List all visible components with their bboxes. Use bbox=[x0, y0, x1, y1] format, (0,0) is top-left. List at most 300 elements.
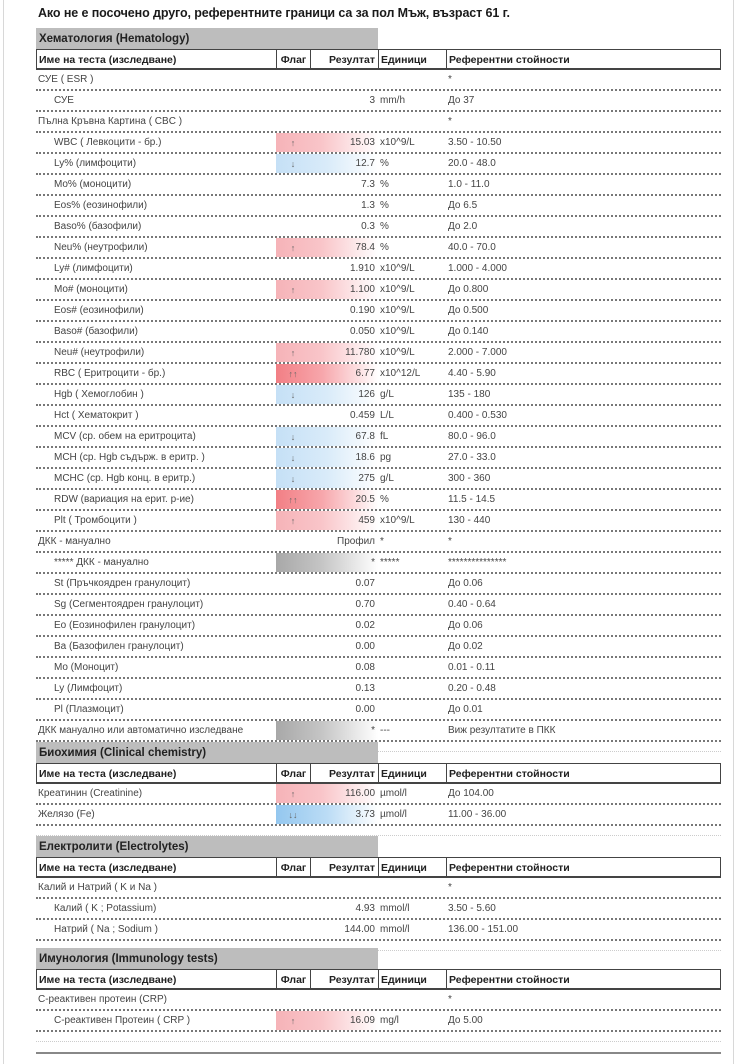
test-name: Mo# (моноцити) bbox=[54, 284, 128, 295]
header-result: Резултат bbox=[311, 858, 379, 876]
table-row bbox=[36, 805, 721, 826]
header-name: Име на теста (изследване) bbox=[37, 858, 277, 876]
table-row bbox=[36, 448, 721, 469]
header-flag: Флаг bbox=[277, 970, 311, 988]
units: % bbox=[380, 242, 389, 253]
test-name: Eos% (еозинофили) bbox=[54, 200, 148, 211]
table-row bbox=[36, 238, 721, 259]
units: * bbox=[380, 536, 384, 547]
header-result: Резултат bbox=[311, 50, 379, 68]
result-text: 0.050 bbox=[349, 326, 375, 337]
reference-range: 0.40 - 0.64 bbox=[448, 599, 496, 610]
flag-cell bbox=[276, 217, 310, 236]
reference-range: 1.000 - 4.000 bbox=[448, 263, 507, 274]
table-row bbox=[36, 112, 721, 133]
flag-cell bbox=[276, 112, 310, 131]
reference-range: * bbox=[448, 116, 452, 127]
table-header bbox=[36, 969, 721, 990]
reference-range: До 0.01 bbox=[448, 704, 483, 715]
units: µmol/l bbox=[380, 809, 407, 820]
table-row bbox=[36, 154, 721, 175]
table-row bbox=[36, 784, 721, 805]
table-row bbox=[36, 700, 721, 721]
units bbox=[378, 990, 446, 1009]
header-flag: Флаг bbox=[277, 50, 311, 68]
table-row bbox=[36, 91, 721, 112]
table-row bbox=[36, 301, 721, 322]
reference-range: До 37 bbox=[448, 95, 475, 106]
result-value bbox=[310, 637, 378, 656]
table-row bbox=[36, 532, 721, 553]
reference-range: 136.00 - 151.00 bbox=[448, 924, 519, 935]
test-name: Pl (Плазмоцит) bbox=[54, 704, 124, 715]
result-text: 1.910 bbox=[349, 263, 375, 274]
result-text: 0.459 bbox=[349, 410, 375, 421]
units: --- bbox=[380, 725, 390, 736]
reference-range: До 0.500 bbox=[448, 305, 489, 316]
section-title: Хематология (Hematology) bbox=[36, 28, 378, 49]
result-text: 459 bbox=[358, 515, 375, 526]
reference-note: Ако не е посочено друго, референтните граници са за пол Мъж, възраст 61 г. bbox=[38, 6, 510, 20]
arrow-up-icon: ↑ bbox=[290, 347, 296, 358]
section-title: Имунология (Immunology tests) bbox=[36, 948, 378, 969]
result-text: 0.190 bbox=[349, 305, 375, 316]
header-units: Единици bbox=[379, 764, 447, 782]
arrow-up-icon: ↑ bbox=[290, 284, 296, 295]
result-text: 1.3 bbox=[361, 200, 375, 211]
flag-cell bbox=[276, 616, 310, 635]
test-name: RDW (вариация на ерит. р-ие) bbox=[54, 494, 194, 505]
section-title: Биохимия (Clinical chemistry) bbox=[36, 742, 378, 763]
units: fL bbox=[380, 431, 389, 442]
table-row bbox=[36, 133, 721, 154]
units bbox=[378, 70, 446, 89]
reference-range: * bbox=[448, 74, 452, 85]
result-value bbox=[310, 700, 378, 719]
test-name: Eos# (еозинофили) bbox=[54, 305, 144, 316]
result-text: 12.7 bbox=[355, 158, 375, 169]
result-value bbox=[310, 217, 378, 236]
table-row bbox=[36, 364, 721, 385]
result-text: * bbox=[371, 725, 375, 736]
header-result: Резултат bbox=[311, 970, 379, 988]
test-name: Plt ( Тромбоцити ) bbox=[54, 515, 137, 526]
header-reference: Референтни стойности bbox=[449, 862, 570, 874]
reference-range: 40.0 - 70.0 bbox=[448, 242, 496, 253]
units bbox=[378, 637, 446, 656]
result-value bbox=[310, 595, 378, 614]
reference-range: 130 - 440 bbox=[448, 515, 491, 526]
table-row bbox=[36, 280, 721, 301]
table-row bbox=[36, 406, 721, 427]
reference-range: Виж резултатите в ПКК bbox=[448, 725, 556, 736]
result-value bbox=[310, 990, 378, 1009]
reference-range: *************** bbox=[448, 557, 507, 568]
result-text: 0.07 bbox=[355, 578, 375, 589]
flag-cell bbox=[276, 238, 310, 257]
table-row bbox=[36, 1011, 721, 1032]
table-row bbox=[36, 990, 721, 1011]
test-name: С-реактивен протеин (CRP) bbox=[38, 994, 167, 1005]
reference-range: 0.01 - 0.11 bbox=[448, 662, 496, 673]
result-text: 15.03 bbox=[349, 137, 375, 148]
arrow-up-icon: ↑ bbox=[290, 1015, 296, 1026]
section-title: Електролити (Electrolytes) bbox=[36, 836, 378, 857]
flag-cell bbox=[276, 805, 310, 824]
reference-range: 3.50 - 10.50 bbox=[448, 137, 502, 148]
header-units: Единици bbox=[379, 50, 447, 68]
result-value bbox=[310, 322, 378, 341]
table-row bbox=[36, 920, 721, 941]
table-row bbox=[36, 427, 721, 448]
result-text: 0.3 bbox=[361, 221, 375, 232]
arrow-up-icon: ↑ bbox=[290, 515, 296, 526]
result-text: Профил bbox=[337, 536, 375, 547]
test-name: Hct ( Хематокрит ) bbox=[54, 410, 139, 421]
table-row bbox=[36, 490, 721, 511]
table-row bbox=[36, 70, 721, 91]
table-row bbox=[36, 658, 721, 679]
table-row bbox=[36, 259, 721, 280]
result-value bbox=[310, 196, 378, 215]
result-value bbox=[310, 616, 378, 635]
test-name: Hgb ( Хемоглобин ) bbox=[54, 389, 144, 400]
result-value bbox=[310, 175, 378, 194]
reference-range: 4.40 - 5.90 bbox=[448, 368, 496, 379]
reference-range: 2.000 - 7.000 bbox=[448, 347, 507, 358]
units: x10^9/L bbox=[380, 305, 415, 316]
table-row bbox=[36, 322, 721, 343]
test-name: СУЕ ( ESR ) bbox=[38, 74, 94, 85]
arrow-down-icon: ↓ bbox=[290, 452, 296, 463]
test-name: Baso% (базофили) bbox=[54, 221, 142, 232]
flag-cell bbox=[276, 511, 310, 530]
reference-range: До 2.0 bbox=[448, 221, 478, 232]
test-name: ДКК - мануално bbox=[38, 536, 111, 547]
result-value bbox=[310, 532, 378, 551]
flag-cell bbox=[276, 175, 310, 194]
flag-cell bbox=[276, 406, 310, 425]
flag-cell bbox=[276, 70, 310, 89]
test-name: Mo% (моноцити) bbox=[54, 179, 132, 190]
units: g/L bbox=[380, 473, 394, 484]
units: g/L bbox=[380, 389, 394, 400]
section-0 bbox=[36, 28, 721, 752]
flag-cell bbox=[276, 784, 310, 803]
units bbox=[378, 616, 446, 635]
units: ***** bbox=[380, 557, 400, 568]
reference-range: 11.00 - 36.00 bbox=[448, 809, 507, 820]
result-text: 67.8 bbox=[355, 431, 375, 442]
result-text: 144.00 bbox=[344, 924, 375, 935]
flag-cell bbox=[276, 385, 310, 404]
test-name: ***** ДКК - мануално bbox=[54, 557, 149, 568]
units: x10^9/L bbox=[380, 137, 415, 148]
test-name: St (Пръчкоядрен гранулоцит) bbox=[54, 578, 191, 589]
result-text: 3 bbox=[369, 95, 375, 106]
units: µmol/l bbox=[380, 788, 407, 799]
test-name: Ly# (лимфоцити) bbox=[54, 263, 133, 274]
result-value bbox=[310, 574, 378, 593]
units: mm/h bbox=[380, 95, 405, 106]
table-row bbox=[36, 175, 721, 196]
result-text: 116.00 bbox=[345, 788, 375, 799]
test-name: Baso# (базофили) bbox=[54, 326, 139, 337]
arrow-down-icon: ↓ bbox=[290, 473, 296, 484]
reference-range: До 0.06 bbox=[448, 620, 483, 631]
flag-cell bbox=[276, 364, 310, 383]
units: % bbox=[380, 494, 389, 505]
arrow-up-icon: ↑ bbox=[290, 788, 296, 799]
section-3 bbox=[36, 948, 721, 1042]
result-text: 0.00 bbox=[355, 704, 375, 715]
table-row bbox=[36, 595, 721, 616]
result-text: 0.08 bbox=[355, 662, 375, 673]
test-name: Eo (Еозинофилен гранулоцит) bbox=[54, 620, 196, 631]
test-name: С-реактивен Протеин ( CRP ) bbox=[54, 1015, 191, 1026]
flag-highlight bbox=[276, 721, 378, 740]
test-name: Пълна Кръвна Картина ( CBC ) bbox=[38, 116, 183, 127]
flag-cell bbox=[276, 322, 310, 341]
result-value bbox=[310, 878, 378, 897]
test-name: Калий ( K ; Potassium) bbox=[54, 903, 157, 914]
units bbox=[378, 574, 446, 593]
table-row bbox=[36, 574, 721, 595]
test-name: СУЕ bbox=[54, 95, 74, 106]
table-row bbox=[36, 511, 721, 532]
test-name: RBC ( Еритроцити - бр.) bbox=[54, 368, 166, 379]
result-value bbox=[310, 112, 378, 131]
result-text: 11.780 bbox=[345, 347, 375, 358]
table-row bbox=[36, 469, 721, 490]
units: x10^9/L bbox=[380, 284, 415, 295]
result-value bbox=[310, 899, 378, 918]
flag-cell bbox=[276, 574, 310, 593]
result-text: 0.70 bbox=[355, 599, 375, 610]
units: mg/l bbox=[380, 1015, 399, 1026]
reference-range: 135 - 180 bbox=[448, 389, 491, 400]
result-value bbox=[310, 920, 378, 939]
flag-cell bbox=[276, 637, 310, 656]
result-text: 16.09 bbox=[349, 1015, 375, 1026]
reference-range: До 6.5 bbox=[448, 200, 478, 211]
arrow-down-icon: ↓↓ bbox=[288, 809, 298, 820]
header-reference: Референтни стойности bbox=[449, 768, 570, 780]
table-row bbox=[36, 196, 721, 217]
test-name: ДКК мануално или автоматично изследване bbox=[38, 725, 244, 736]
reference-range: 80.0 - 96.0 bbox=[448, 431, 496, 442]
units: % bbox=[380, 200, 389, 211]
flag-cell bbox=[276, 595, 310, 614]
table-header bbox=[36, 49, 721, 70]
arrow-down-icon: ↓ bbox=[290, 389, 296, 400]
header-flag: Флаг bbox=[277, 764, 311, 782]
units bbox=[378, 658, 446, 677]
units bbox=[378, 700, 446, 719]
flag-cell bbox=[276, 920, 310, 939]
flag-cell bbox=[276, 721, 310, 740]
test-name: Neu% (неутрофили) bbox=[54, 242, 148, 253]
flag-cell bbox=[276, 133, 310, 152]
result-value bbox=[310, 301, 378, 320]
test-name: Sg (Сегментоядрен гранулоцит) bbox=[54, 599, 204, 610]
units: x10^9/L bbox=[380, 326, 415, 337]
result-text: 0.13 bbox=[355, 683, 375, 694]
reference-range: * bbox=[448, 536, 452, 547]
units: mmol/l bbox=[380, 924, 410, 935]
reference-range: 0.400 - 0.530 bbox=[448, 410, 507, 421]
result-text: 78.4 bbox=[355, 242, 375, 253]
table-row bbox=[36, 553, 721, 574]
flag-cell bbox=[276, 91, 310, 110]
reference-range: До 0.140 bbox=[448, 326, 489, 337]
header-name: Име на теста (изследване) bbox=[37, 764, 277, 782]
units: % bbox=[380, 158, 389, 169]
result-text: 0.02 bbox=[355, 620, 375, 631]
result-text: 275 bbox=[358, 473, 375, 484]
header-units: Единици bbox=[379, 970, 447, 988]
reference-range: * bbox=[448, 882, 452, 893]
test-name: Натрий ( Na ; Sodium ) bbox=[54, 924, 158, 935]
test-name: Ly% (лимфоцити) bbox=[54, 158, 137, 169]
section-spacer bbox=[36, 1032, 721, 1042]
section-spacer bbox=[36, 826, 721, 836]
flag-highlight bbox=[276, 553, 378, 572]
table-row bbox=[36, 217, 721, 238]
test-name: Калий и Натрий ( K и Na ) bbox=[38, 882, 158, 893]
test-name: Ba (Базофилен гранулоцит) bbox=[54, 641, 184, 652]
table-row bbox=[36, 679, 721, 700]
flag-cell bbox=[276, 448, 310, 467]
flag-cell bbox=[276, 343, 310, 362]
units: pg bbox=[380, 452, 392, 463]
header-reference: Референтни стойности bbox=[449, 974, 570, 986]
header-name: Име на теста (изследване) bbox=[37, 970, 277, 988]
table-header bbox=[36, 857, 721, 878]
units bbox=[378, 595, 446, 614]
flag-cell bbox=[276, 196, 310, 215]
flag-cell bbox=[276, 490, 310, 509]
result-text: 126 bbox=[358, 389, 375, 400]
units: x10^9/L bbox=[380, 515, 415, 526]
result-text: 4.93 bbox=[355, 903, 375, 914]
header-result: Резултат bbox=[311, 764, 379, 782]
result-value bbox=[310, 70, 378, 89]
result-text: 1.100 bbox=[349, 284, 375, 295]
arrow-up-icon: ↑↑ bbox=[288, 494, 298, 505]
units: % bbox=[380, 221, 389, 232]
units bbox=[378, 679, 446, 698]
reference-range: 11.5 - 14.5 bbox=[448, 494, 496, 505]
flag-cell bbox=[276, 990, 310, 1009]
arrow-up-icon: ↑↑ bbox=[288, 368, 298, 379]
test-name: Ly (Лимфоцит) bbox=[54, 683, 123, 694]
flag-cell bbox=[276, 679, 310, 698]
result-text: 3.73 bbox=[355, 809, 375, 820]
flag-cell bbox=[276, 427, 310, 446]
reference-range: До 0.06 bbox=[448, 578, 483, 589]
reference-range: 3.50 - 5.60 bbox=[448, 903, 496, 914]
flag-cell bbox=[276, 259, 310, 278]
result-text: 0.00 bbox=[355, 641, 375, 652]
flag-cell bbox=[276, 301, 310, 320]
flag-cell bbox=[276, 280, 310, 299]
units: mmol/l bbox=[380, 903, 410, 914]
flag-cell bbox=[276, 553, 310, 572]
reference-range: 20.0 - 48.0 bbox=[448, 158, 496, 169]
reference-range: 300 - 360 bbox=[448, 473, 491, 484]
flag-cell bbox=[276, 658, 310, 677]
flag-cell bbox=[276, 154, 310, 173]
table-row bbox=[36, 899, 721, 920]
test-name: MCH (ср. Hgb съдърж. в еритр. ) bbox=[54, 452, 205, 463]
test-name: Желязо (Fe) bbox=[38, 809, 95, 820]
result-text: * bbox=[371, 557, 375, 568]
flag-cell bbox=[276, 700, 310, 719]
test-name: MCHC (ср. Hgb конц. в еритр.) bbox=[54, 473, 196, 484]
units: x10^9/L bbox=[380, 347, 415, 358]
test-name: Mo (Моноцит) bbox=[54, 662, 119, 673]
result-value bbox=[310, 91, 378, 110]
reference-range: 0.20 - 0.48 bbox=[448, 683, 496, 694]
arrow-down-icon: ↓ bbox=[290, 431, 296, 442]
section-1 bbox=[36, 742, 721, 836]
table-row bbox=[36, 878, 721, 899]
units: x10^12/L bbox=[380, 368, 421, 379]
table-row bbox=[36, 616, 721, 637]
reference-range: 27.0 - 33.0 bbox=[448, 452, 496, 463]
table-header bbox=[36, 763, 721, 784]
table-row bbox=[36, 385, 721, 406]
reference-range: * bbox=[448, 994, 452, 1005]
units bbox=[378, 878, 446, 897]
test-name: Креатинин (Creatinine) bbox=[38, 788, 143, 799]
result-value bbox=[310, 679, 378, 698]
test-name: Neu# (неутрофили) bbox=[54, 347, 145, 358]
units: x10^9/L bbox=[380, 263, 415, 274]
result-text: 6.77 bbox=[355, 368, 375, 379]
flag-cell bbox=[276, 878, 310, 897]
result-value bbox=[310, 259, 378, 278]
result-value bbox=[310, 658, 378, 677]
flag-cell bbox=[276, 1011, 310, 1030]
reference-range: До 0.02 bbox=[448, 641, 483, 652]
flag-cell bbox=[276, 469, 310, 488]
units: L/L bbox=[380, 410, 394, 421]
result-text: 7.3 bbox=[361, 179, 375, 190]
flag-cell bbox=[276, 899, 310, 918]
test-name: WBC ( Левкоцити - бр.) bbox=[54, 137, 162, 148]
reference-range: 1.0 - 11.0 bbox=[448, 179, 490, 190]
reference-range: До 104.00 bbox=[448, 788, 494, 799]
arrow-up-icon: ↑ bbox=[290, 242, 296, 253]
result-text: 18.6 bbox=[355, 452, 375, 463]
table-row bbox=[36, 721, 721, 742]
units: % bbox=[380, 179, 389, 190]
result-value bbox=[310, 406, 378, 425]
result-text: 20.5 bbox=[355, 494, 375, 505]
header-units: Единици bbox=[379, 858, 447, 876]
arrow-up-icon: ↑ bbox=[290, 137, 296, 148]
arrow-down-icon: ↓ bbox=[290, 158, 296, 169]
footer-divider bbox=[36, 1052, 721, 1054]
reference-range: До 0.800 bbox=[448, 284, 489, 295]
header-flag: Флаг bbox=[277, 858, 311, 876]
table-row bbox=[36, 343, 721, 364]
header-name: Име на теста (изследване) bbox=[37, 50, 277, 68]
test-name: MCV (ср. обем на еритроцита) bbox=[54, 431, 196, 442]
table-row bbox=[36, 637, 721, 658]
